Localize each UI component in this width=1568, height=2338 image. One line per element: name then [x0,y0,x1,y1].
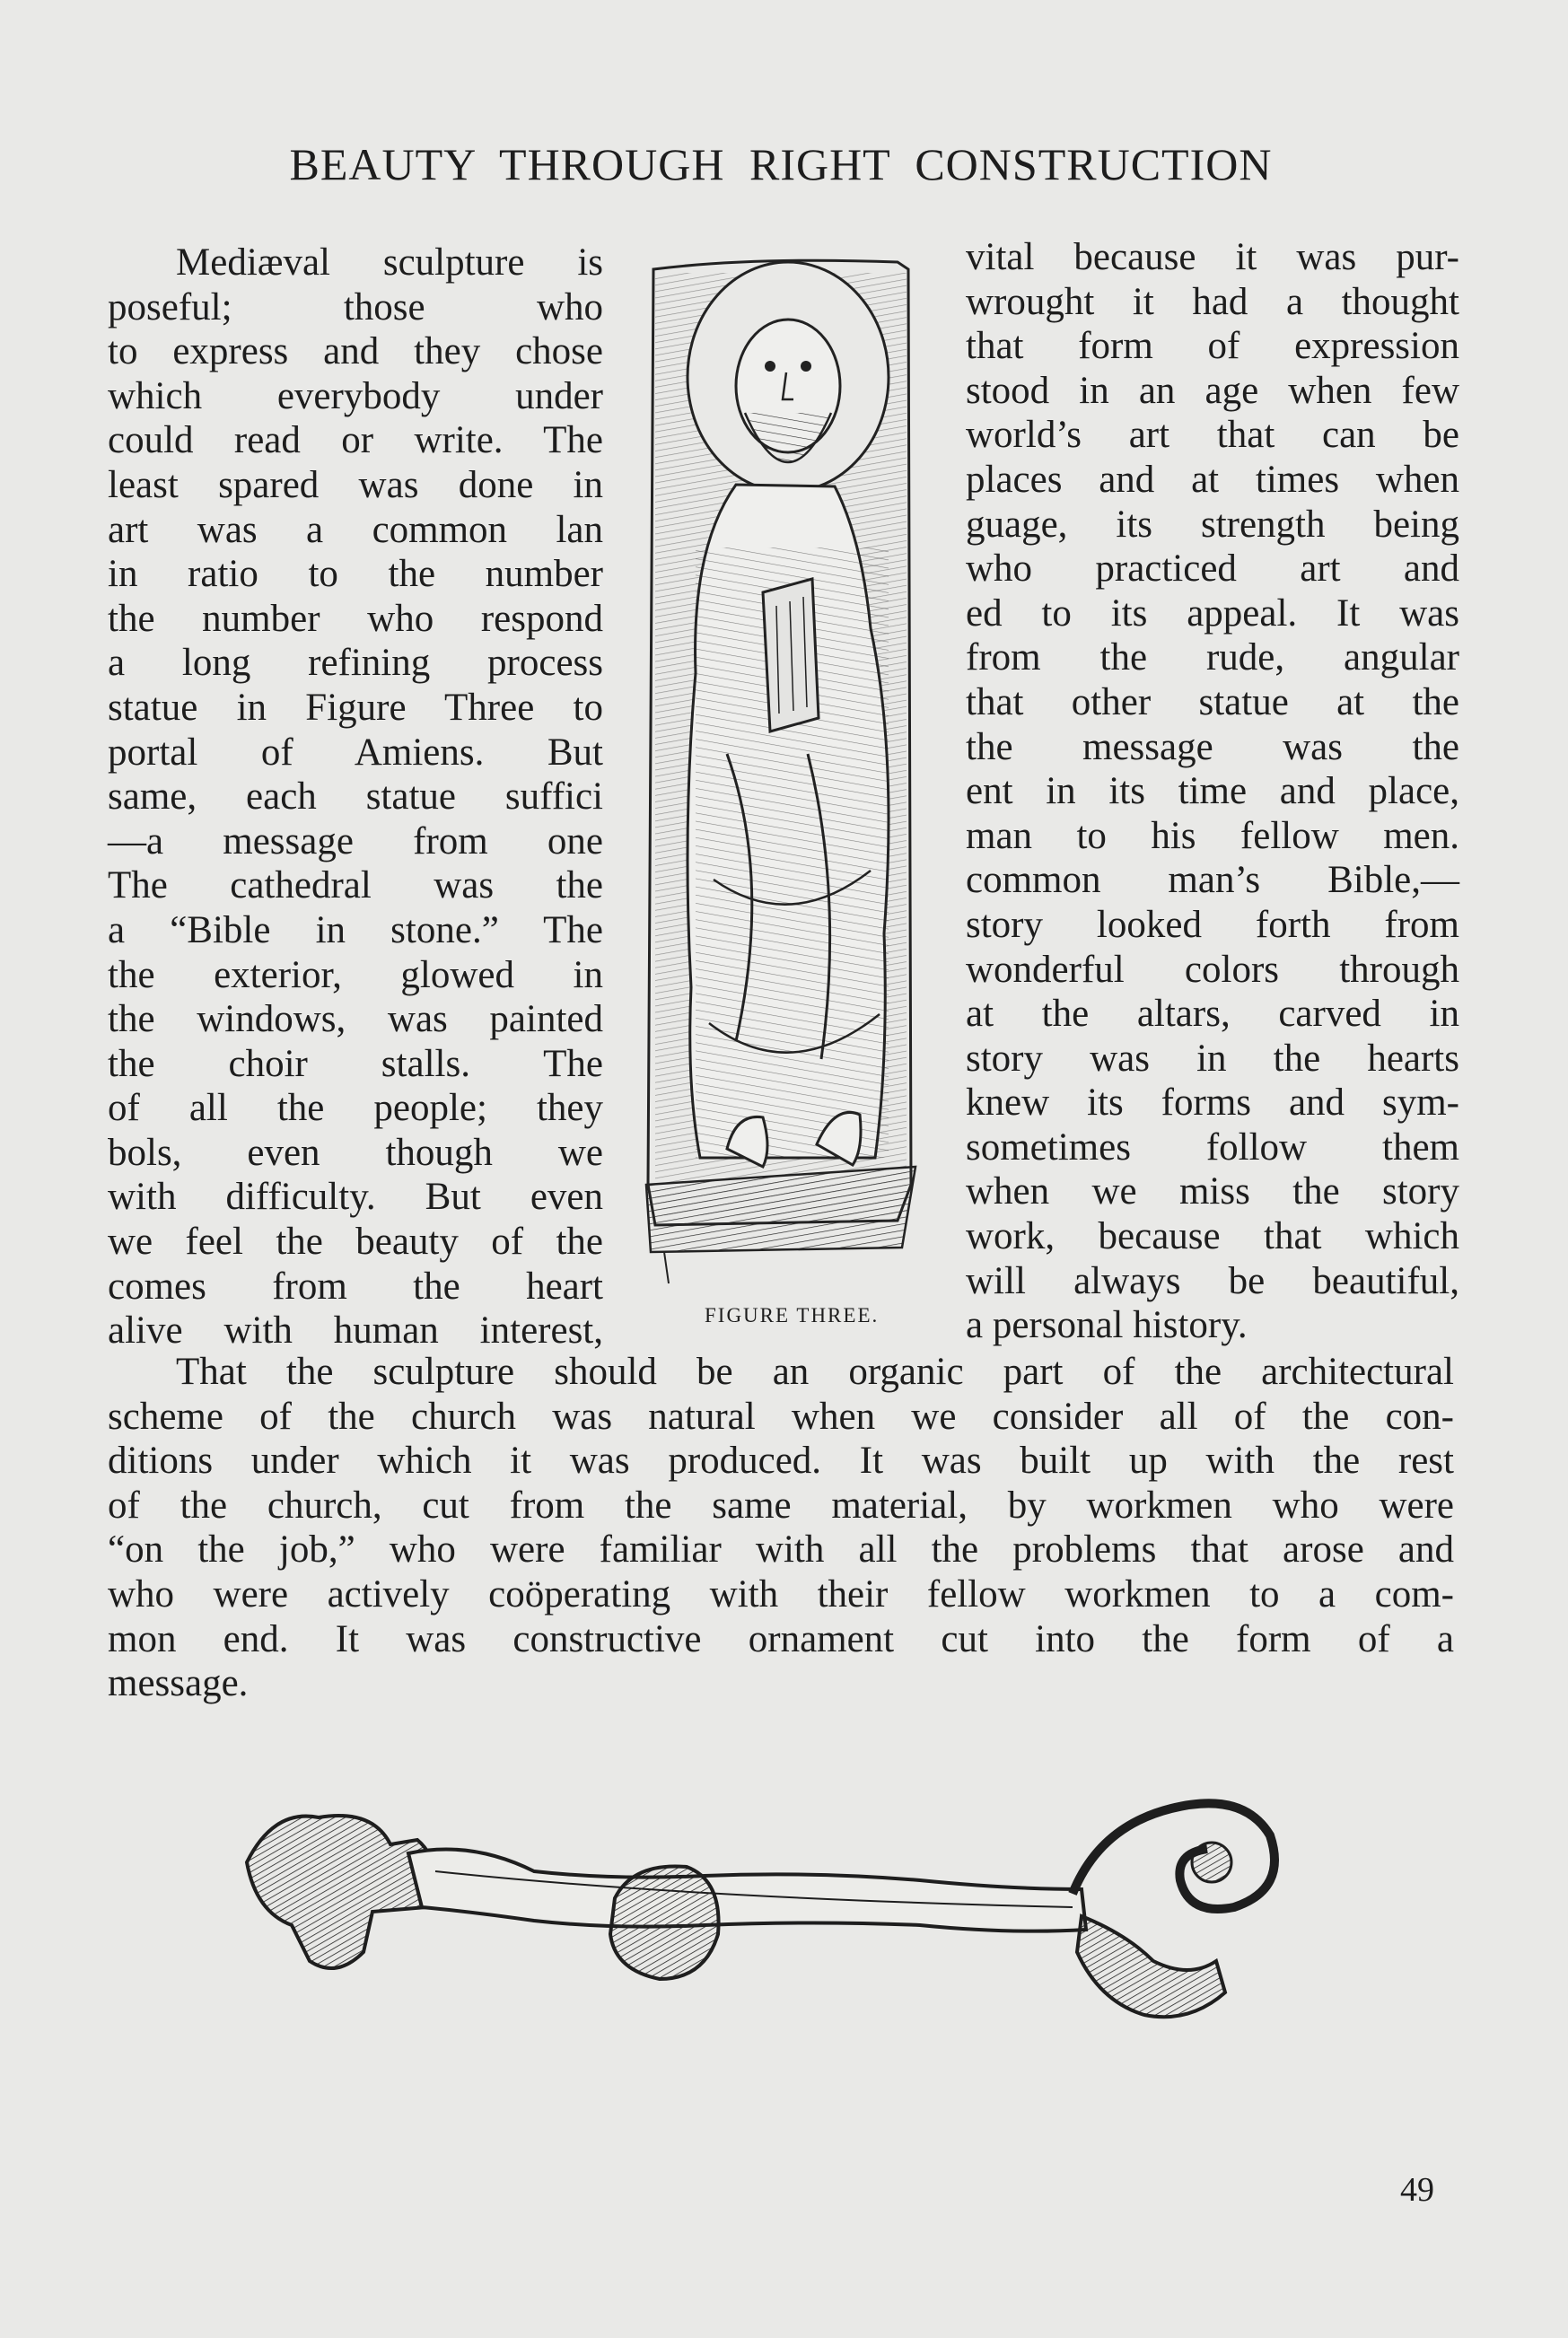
text-line: will always be beautiful, [966,1259,1459,1302]
text-line: man to his fellow men. [966,814,1459,857]
text-line: That the sculpture should be an organic part of the architectural [176,1351,1454,1393]
key-ornament-illustration [238,1755,1369,2051]
text-line: bols, even though we [108,1131,603,1174]
text-line: portal of Amiens. But [108,731,603,774]
text-line: ent in its time and place, [966,770,1459,813]
text-line: alive with human interest, [108,1309,603,1353]
text-line: knew its forms and sym- [966,1081,1459,1125]
text-line: common man’s Bible,— [966,859,1459,902]
text-line: with difficulty. But even [108,1176,603,1219]
text-line: at the altars, carved in [966,993,1459,1036]
text-line: could read or write. The [108,419,603,462]
text-line: the exterior, glowed in [108,953,603,996]
text-line: work, because that which [966,1215,1459,1258]
text-line: who practiced art and [966,547,1459,591]
text-line: of the church, cut from the same material, by workmen who were [108,1484,1454,1527]
text-line: a personal history. [966,1304,1248,1347]
text-line: the windows, was painted [108,998,603,1041]
text-line: in ratio to the number [108,553,603,596]
text-line: the choir stalls. The [108,1042,603,1085]
text-line: world’s art that can be [966,414,1459,457]
text-line: wrought it had a thought [966,280,1459,323]
text-line: a long refining process [108,642,603,685]
right-text-column [966,235,1459,1348]
text-line: a “Bible in stone.” The [108,908,603,951]
text-line: when we miss the story [966,1170,1459,1213]
text-line: sometimes follow them [966,1125,1459,1169]
page-number: 49 [1400,2171,1434,2209]
text-line: to express and they chose [108,330,603,373]
text-line: places and at times when [966,458,1459,501]
text-line: story looked forth from [966,903,1459,946]
text-line: “on the job,” who were familiar with all the problems that arose and [108,1528,1454,1572]
text-line: least spared was done in [108,463,603,506]
text-line: that form of expression [966,325,1459,368]
text-line: from the rude, angular [966,636,1459,679]
text-line: The cathedral was the [108,864,603,907]
text-line: guage, its strength being [966,503,1459,546]
text-line: comes from the heart [108,1265,603,1308]
text-line: who were actively coöperating with their fellow workmen to a com- [108,1572,1454,1616]
figure-caption: FIGURE THREE. [705,1304,880,1327]
text-line: same, each statue suffici [108,775,603,819]
text-line: vital because it was pur- [966,236,1459,278]
text-line: scheme of the church was natural when we consider all of the con- [108,1395,1454,1438]
text-line: message. [108,1662,249,1705]
text-line: of all the people; they [108,1087,603,1130]
left-text-column [108,241,603,1353]
text-line: art was a common lan [108,508,603,551]
text-line: that other statue at the [966,680,1459,723]
figure-three-statue-illustration [628,251,960,1310]
running-head: BEAUTY THROUGH RIGHT CONSTRUCTION [289,139,1273,189]
text-line: ditions under which it was produced. It was built up with the rest [108,1440,1454,1483]
text-line: story was in the hearts [966,1037,1459,1080]
text-line: the number who respond [108,597,603,640]
text-line: which everybody under [108,374,603,417]
text-line: Mediæval sculpture is [176,241,603,284]
text-line: ed to its appeal. It was [966,591,1459,635]
text-line: wonderful colors through [966,948,1459,991]
text-line: mon end. It was constructive ornament cut into the form of a [108,1617,1454,1660]
full-width-paragraph [108,1350,1454,1706]
text-line: we feel the beauty of the [108,1221,603,1264]
text-line: poseful; those who [108,285,603,328]
text-line: —a message from one [108,819,603,863]
text-line: statue in Figure Three to [108,686,603,729]
text-line: the message was the [966,725,1459,768]
text-line: stood in an age when few [966,369,1459,412]
